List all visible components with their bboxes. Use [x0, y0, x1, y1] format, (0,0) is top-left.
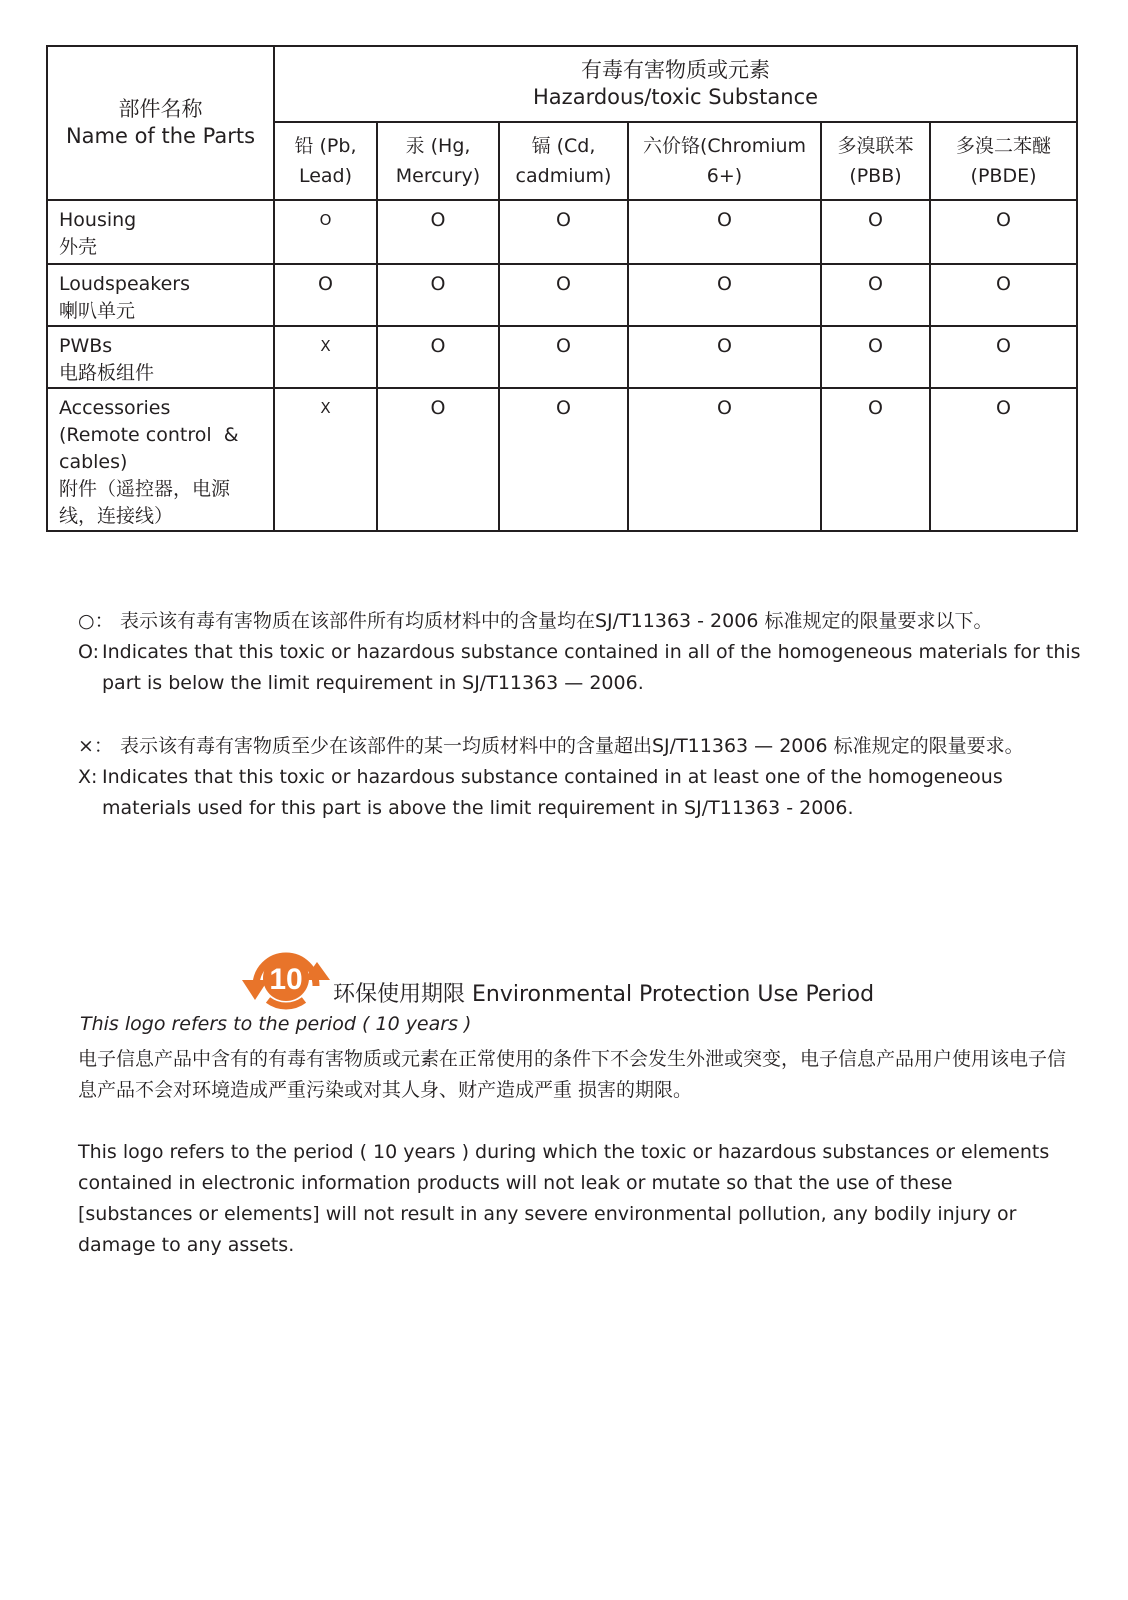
parts-header-en: Name of the Parts: [65, 124, 256, 148]
mark-cell: X: [274, 326, 377, 388]
note-o: [78, 606, 1088, 699]
parts-header-cn: 部件名称: [118, 97, 203, 121]
part-name-line: 外壳: [59, 236, 98, 258]
part-name-line: 附件（遥控器，电源: [59, 478, 231, 500]
mark-cell: O: [930, 264, 1077, 326]
part-name-line: 喇叭单元: [59, 300, 136, 322]
mark-cell: X: [274, 388, 377, 531]
mark-cell: O: [274, 200, 377, 264]
substance-header: [274, 46, 1077, 122]
mark-cell: O: [377, 326, 499, 388]
substance-label: 镉 (Cd,: [531, 135, 596, 157]
logo-number: 10: [269, 963, 303, 996]
substance-label: 六价铬(Chromium: [642, 135, 807, 157]
circle-icon: ○：: [78, 610, 114, 632]
note-o-en-text: Indicates that this toxic or hazardous substance contained in all of the homogeneous materials for this part is below the limit requirement in SJ/T11363 — 2006.: [102, 641, 1081, 694]
part-name-line: 线，连接线）: [59, 505, 174, 527]
part-name-line: Accessories: [59, 397, 171, 419]
mark-cell: O: [499, 388, 628, 531]
note-x-cn-text: 表示该有毒有害物质至少在该部件的某一均质材料中的含量超出SJ/T11363 — 2006 标准规定的限量要求。: [120, 735, 1024, 757]
substance-label: 多溴联苯: [837, 135, 914, 157]
mark-cell: O: [377, 264, 499, 326]
note-x: [78, 731, 1088, 824]
note-o-en: [78, 637, 1088, 699]
substance-label: (PBDE): [970, 165, 1037, 187]
mark-cell: O: [821, 326, 930, 388]
note-x-en-label: X:: [78, 766, 98, 788]
epup-logo: [242, 940, 330, 1016]
substance-label: Mercury): [395, 165, 481, 187]
note-x-cn: [78, 731, 1088, 762]
note-o-cn-text: 表示该有毒有害物质在该部件所有均质材料中的含量均在SJ/T11363 - 2006 标准规定的限量要求以下。: [120, 610, 993, 632]
substance-label: (PBB): [849, 165, 902, 187]
table-row: [47, 200, 1077, 264]
epup-paragraph-en: This logo refers to the period ( 10 years ) during which the toxic or hazardous substances or elements contained in electronic information products will not leak or mutate so that the use of these [substances or elements] will not result in any severe environmental pollution, any bodily injury or damage to any assets.: [78, 1141, 1050, 1256]
mark-cell: O: [499, 326, 628, 388]
mark-cell: O: [821, 264, 930, 326]
hazardous-substance-table: [46, 45, 1078, 532]
note-x-en-text: Indicates that this toxic or hazardous substance contained in at least one of the homogeneous materials used for this part is above the limit requirement in SJ/T11363 - 2006.: [102, 766, 1003, 819]
substance-label: 铅 (Pb,: [294, 135, 357, 157]
mark-cell: O: [499, 264, 628, 326]
mark-cell: O: [377, 200, 499, 264]
note-o-en-label: O:: [78, 641, 100, 663]
mark-cell: O: [628, 388, 821, 531]
parts-header: [47, 46, 274, 200]
part-name-line: cables): [59, 451, 128, 473]
note-o-cn: [78, 606, 1088, 637]
part-name-housing: [47, 200, 274, 264]
substance-label: cadmium): [515, 165, 612, 187]
substance-header-cn: 有毒有害物质或元素: [581, 58, 771, 82]
logo-caption: This logo refers to the period ( 10 years ): [80, 1013, 472, 1035]
mark-cell: O: [930, 200, 1077, 264]
part-name-pwbs: [47, 326, 274, 388]
table-row: [47, 388, 1077, 531]
cross-icon: ×：: [78, 735, 113, 757]
mark-cell: O: [821, 388, 930, 531]
part-name-loudspeakers: [47, 264, 274, 326]
substance-label: Lead): [298, 165, 353, 187]
mark-cell: O: [930, 388, 1077, 531]
part-name-line: 电路板组件: [59, 362, 155, 384]
mark-cell: O: [628, 264, 821, 326]
part-name-accessories: [47, 388, 274, 531]
part-name-line: Housing: [59, 209, 137, 231]
substance-col-chromium: [628, 122, 821, 200]
note-x-en: [78, 762, 1088, 824]
recycle-10-icon: [242, 940, 330, 1016]
part-name-line: (Remote control &: [59, 424, 239, 446]
mark-cell: O: [930, 326, 1077, 388]
substance-label: 汞 (Hg,: [405, 135, 471, 157]
epup-title: 环保使用期限 Environmental Protection Use Period: [333, 982, 875, 1007]
mark-cell: O: [499, 200, 628, 264]
substance-label: 6+): [706, 165, 743, 187]
part-name-line: Loudspeakers: [59, 273, 190, 295]
part-name-line: PWBs: [59, 335, 113, 357]
mark-cell: O: [628, 200, 821, 264]
substance-header-en: Hazardous/toxic Substance: [533, 85, 819, 109]
mark-cell: O: [377, 388, 499, 531]
substance-col-pbde: [930, 122, 1077, 200]
mark-cell: O: [821, 200, 930, 264]
substance-col-cadmium: [499, 122, 628, 200]
mark-cell: O: [274, 264, 377, 326]
epup-paragraph-cn: 电子信息产品中含有的有毒有害物质或元素在正常使用的条件下不会发生外泄或突变，电子信息产品用户使用该电子信息产品不会对环境造成严重污染或对其人身、财产造成严重 损害的期限。: [78, 1048, 1067, 1101]
substance-label: 多溴二苯醚: [956, 135, 1052, 157]
substance-col-lead: [274, 122, 377, 200]
substance-col-pbb: [821, 122, 930, 200]
table-row: [47, 264, 1077, 326]
table-row: [47, 326, 1077, 388]
substance-col-mercury: [377, 122, 499, 200]
mark-cell: O: [628, 326, 821, 388]
